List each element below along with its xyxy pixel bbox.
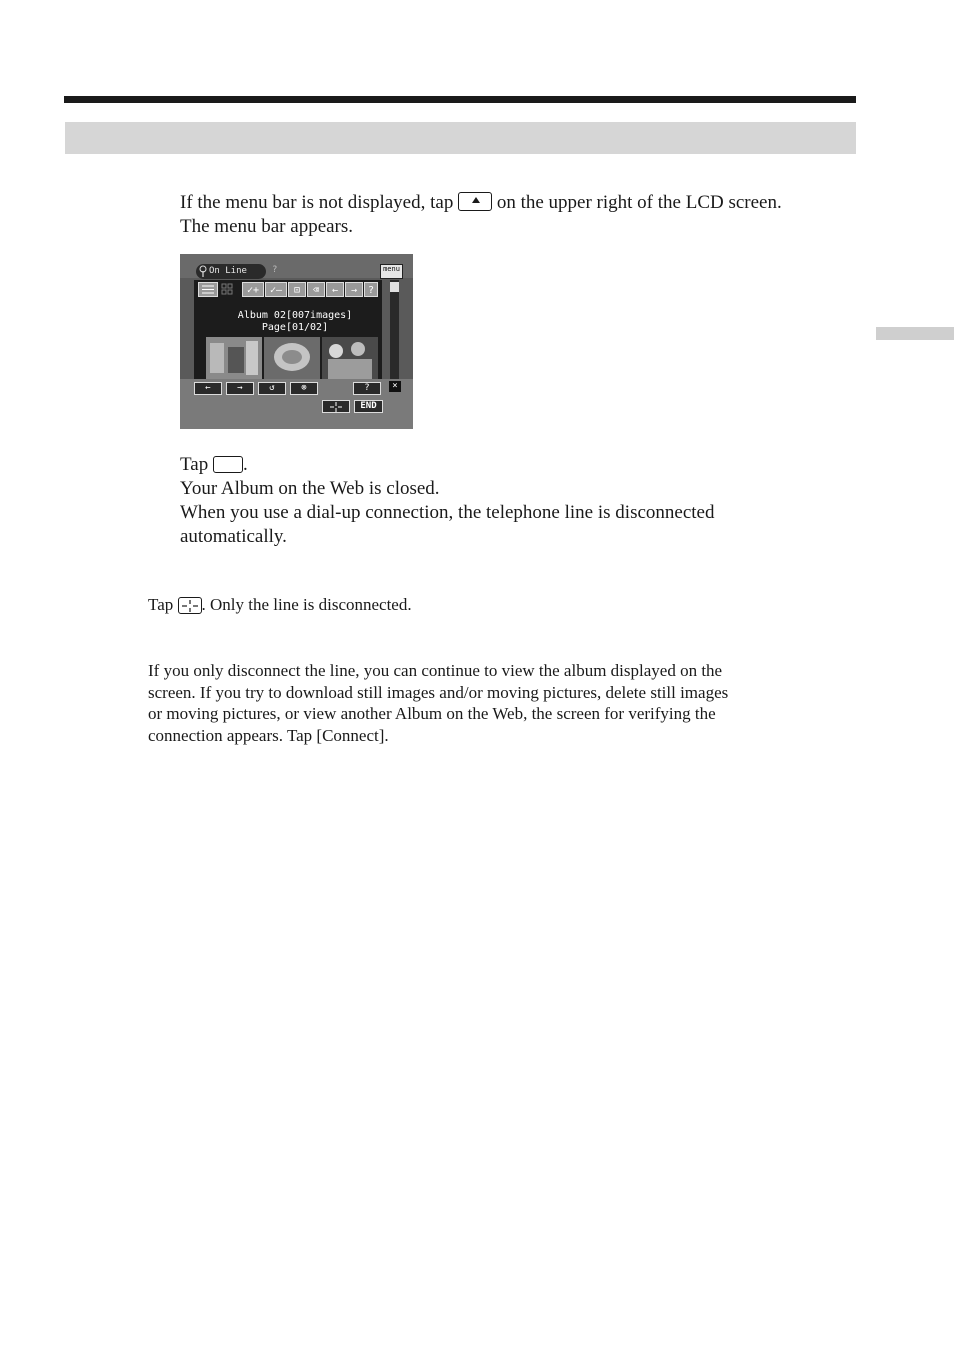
tap-period: . (242, 454, 248, 475)
instruction-line-2: The menu bar appears. (180, 216, 354, 237)
paragraph-line-4: connection appears. Tap [Connect]. (148, 726, 389, 745)
instruction-text: If the menu bar is not displayed, tap (180, 192, 454, 213)
grid-icon (221, 282, 237, 297)
thumbnail-image[interactable] (264, 337, 320, 379)
instruction-line-6: automatically. (180, 526, 287, 547)
tap-word: Tap (180, 454, 209, 475)
protect-button[interactable]: ⊡ (288, 282, 306, 297)
instruction-line-3 (180, 453, 248, 477)
close-icon[interactable]: × (389, 381, 401, 392)
stop-button[interactable]: ⊗ (290, 382, 318, 395)
end-button[interactable]: END (354, 400, 383, 413)
paragraph-line-1: If you only disconnect the line, you can continue to view the album displayed on the (148, 661, 723, 680)
lcd-screenshot (180, 254, 413, 429)
tap-word: Tap (148, 595, 174, 614)
disconnect-icon (180, 599, 200, 613)
online-status (196, 264, 266, 279)
help-mark: ? (272, 265, 278, 275)
thumbnail-strip (206, 337, 378, 379)
instruction-line-1 (180, 191, 782, 215)
scroll-up-arrow-icon[interactable] (390, 282, 399, 292)
paragraph-line-3: or moving pictures, or view another Album on the Web, the screen for verifying the (148, 704, 716, 723)
help-button-bottom[interactable]: ? (353, 382, 381, 395)
blank-key-icon (213, 456, 243, 473)
top-rule (64, 96, 856, 103)
prev-button[interactable]: ← (326, 282, 344, 297)
album-page: Page[01/02] (261, 322, 329, 333)
back-button[interactable]: ← (194, 382, 222, 395)
thumbnail-image[interactable] (322, 337, 378, 379)
list-icon[interactable] (198, 282, 218, 297)
instruction-line-5: When you use a dial-up connection, the telephone line is disconnected (180, 502, 715, 523)
instruction-line-4: Your Album on the Web is closed. (180, 478, 440, 499)
check-add-button[interactable]: ✓+ (242, 282, 264, 297)
instruction-text: on the upper right of the LCD screen. (496, 192, 782, 213)
note-line (148, 594, 412, 616)
menu-button[interactable]: menu (380, 264, 403, 279)
lcd-toolbar (198, 282, 380, 299)
check-remove-button[interactable]: ✓– (265, 282, 287, 297)
album-info (200, 310, 390, 334)
side-index-tab (876, 327, 954, 340)
thumbnail-image[interactable] (206, 337, 262, 379)
help-button[interactable]: ? (364, 282, 378, 297)
section-header-band (65, 122, 856, 154)
disconnect-key (178, 597, 202, 614)
next-button[interactable]: → (345, 282, 363, 297)
antenna-icon (198, 265, 208, 277)
forward-button[interactable]: → (226, 382, 254, 395)
disconnect-line-button[interactable] (322, 400, 350, 413)
up-arrow-key-icon (458, 192, 492, 211)
paragraph-line-2: screen. If you try to download still images and/or moving pictures, delete still images (148, 683, 729, 702)
delete-button[interactable]: ⌫ (307, 282, 325, 297)
album-title: Album 02[007images] (237, 310, 353, 321)
online-status-label: On Line (209, 266, 247, 276)
note-text: . Only the line is disconnected. (201, 595, 412, 614)
disconnect-icon (329, 402, 343, 412)
reload-button[interactable]: ↺ (258, 382, 286, 395)
